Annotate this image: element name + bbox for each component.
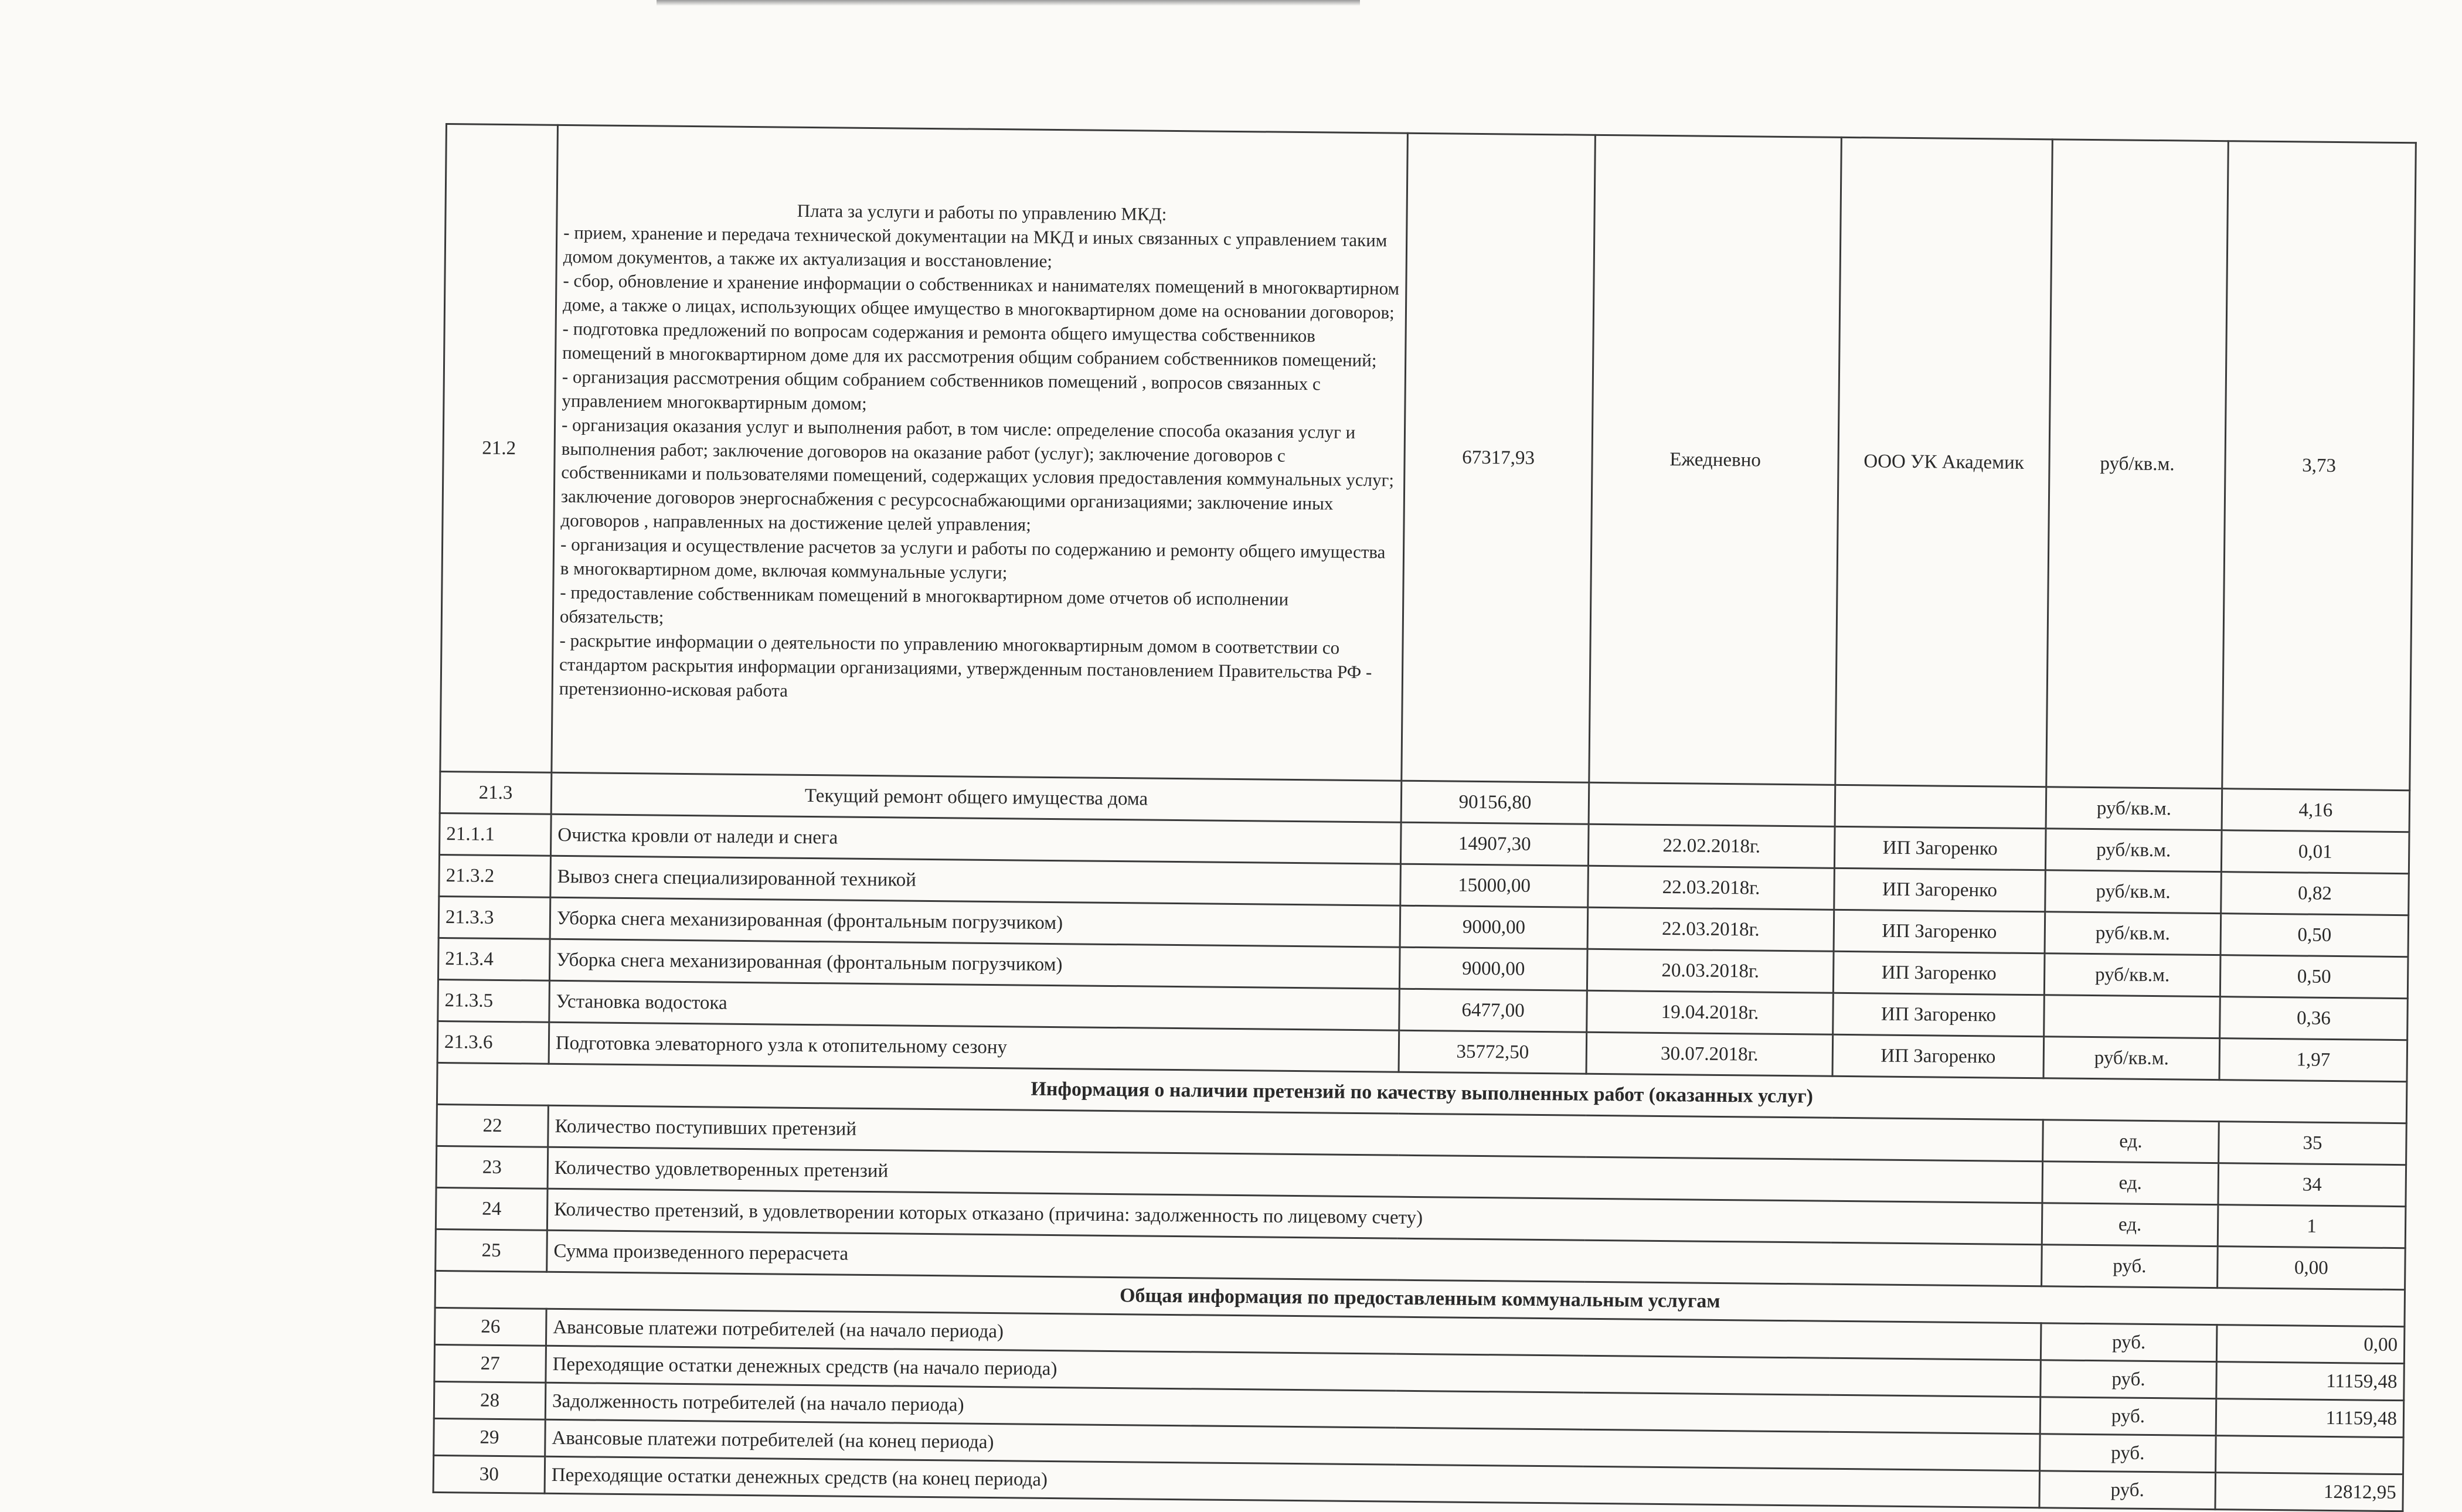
unit-cell: руб. — [2041, 1323, 2217, 1362]
value-cell: 0,00 — [2218, 1247, 2406, 1290]
row-title: Авансовые платежи потребителей (на конец периода) — [545, 1419, 2040, 1470]
service-line: - предоставление собственникам помещений в многоквартирном доме отчетов об исполнении обязательств; — [559, 581, 1289, 628]
value-cell: 1 — [2218, 1205, 2406, 1248]
service-title: Плата за услуги и работы по управлению МКД: — [797, 200, 1167, 225]
executor-cell: ИП Загоренко — [1833, 993, 2045, 1036]
value-cell: 11159,48 — [2216, 1399, 2404, 1438]
unit-cell: руб/кв.м. — [2045, 829, 2222, 872]
service-description — [552, 125, 1408, 781]
unit-cell: ед. — [2043, 1120, 2219, 1163]
row-title: Установка водостока — [549, 980, 1400, 1030]
executor-cell: ИП Загоренко — [1833, 951, 2045, 995]
date-cell — [1589, 782, 1835, 826]
row-number: 21.3.3 — [438, 896, 550, 939]
unit-cell: руб/кв.м. — [2046, 139, 2229, 789]
row-number: 21.3.4 — [438, 938, 550, 980]
table-row — [440, 124, 2416, 791]
row-title: Количество поступивших претензий — [548, 1105, 2043, 1161]
section-title: Информация о наличии претензий по качеству выполненных работ (оказанных услуг) — [437, 1063, 2407, 1123]
rate-cell: 0,36 — [2220, 997, 2408, 1040]
row-number: 26 — [434, 1307, 546, 1346]
executor-cell: ИП Загоренко — [1834, 868, 2046, 911]
row-title: Авансовые платежи потребителей (на начало периода) — [546, 1309, 2041, 1360]
report-table-container — [433, 123, 2415, 1512]
value-cell — [2216, 1436, 2404, 1474]
amount-cell: 15000,00 — [1400, 864, 1589, 907]
unit-cell: ед. — [2042, 1162, 2219, 1205]
unit-cell: руб. — [2041, 1360, 2217, 1399]
date-cell: 22.02.2018г. — [1588, 824, 1835, 868]
row-title: Задолженность потребителей (на начало периода) — [545, 1382, 2040, 1433]
unit-cell: руб/кв.м. — [2043, 1037, 2220, 1080]
row-title: Переходящие остатки денежных средств (на начало периода) — [546, 1346, 2041, 1397]
row-number: 23 — [436, 1146, 548, 1189]
unit-cell: руб/кв.м. — [2045, 912, 2221, 955]
value-cell: 34 — [2218, 1163, 2406, 1207]
value-cell: 35 — [2219, 1122, 2407, 1165]
rate-cell: 0,82 — [2221, 872, 2409, 915]
service-line: - подготовка предложений по вопросам содержания и ремонта общего имущества собственников помещений в многоквартирном доме для их рассмотрения общим собранием собственников помещений; — [562, 318, 1377, 371]
amount-cell: 35772,50 — [1399, 1030, 1587, 1074]
executor-cell — [1835, 785, 2046, 828]
row-number: 28 — [434, 1381, 546, 1419]
executor-cell: ИП Загоренко — [1834, 910, 2045, 953]
row-title: Сумма произведенного перерасчета — [547, 1230, 2042, 1286]
unit-cell: руб. — [2039, 1471, 2216, 1510]
row-number: 29 — [434, 1418, 546, 1456]
row-number: 30 — [433, 1455, 545, 1493]
date-cell: 19.04.2018г. — [1587, 990, 1834, 1034]
unit-cell: руб. — [2040, 1397, 2216, 1436]
period-cell: Ежедневно — [1589, 135, 1842, 785]
row-title: Уборка снега механизированная (фронтальным погрузчиком) — [549, 939, 1400, 989]
executor-cell: ИП Загоренко — [1832, 1034, 2044, 1078]
row-title: Подготовка элеваторного узла к отопительному сезону — [549, 1022, 1399, 1072]
rate-cell: 1,97 — [2219, 1038, 2407, 1082]
row-number: 21.1.1 — [440, 813, 552, 856]
row-number: 22 — [437, 1104, 549, 1147]
service-line: - раскрытие информации о деятельности по управлению многоквартирным домом в соответствии со стандартом раскрытия информации организациями, утвержденным постановлением Правительства РФ - претензионно-исковая работа — [559, 629, 1372, 701]
report-table — [433, 123, 2417, 1512]
rate-cell: 3,73 — [2222, 141, 2416, 791]
service-line: - сбор, обновление и хранение информации о собственниках и нанимателях помещений в многоквартирном доме, а также о лицах, использующих общее имущество в многоквартирном доме на основании договоров; — [562, 270, 1400, 323]
date-cell: 20.03.2018г. — [1587, 949, 1834, 993]
value-cell: 11159,48 — [2216, 1362, 2405, 1401]
row-number: 21.3 — [440, 771, 552, 814]
amount-cell: 14907,30 — [1400, 822, 1589, 866]
rate-cell: 4,16 — [2222, 789, 2410, 832]
row-title: Уборка снега механизированная (фронтальным погрузчиком) — [550, 897, 1400, 947]
unit-cell — [2044, 995, 2220, 1038]
date-cell: 22.03.2018г. — [1588, 866, 1835, 910]
row-title: Переходящие остатки денежных средств (на конец периода) — [545, 1456, 2039, 1507]
row-number: 25 — [436, 1229, 548, 1272]
row-number: 21.3.5 — [438, 979, 550, 1022]
rate-cell: 0,50 — [2220, 955, 2408, 999]
row-number: 24 — [436, 1187, 548, 1230]
date-cell: 22.03.2018г. — [1587, 907, 1834, 951]
section-title: Общая информация по предоставленным коммунальным услугам — [435, 1271, 2405, 1326]
row-title: Количество удовлетворенных претензий — [548, 1147, 2043, 1203]
row-number: 27 — [434, 1344, 546, 1382]
rate-cell: 0,50 — [2220, 914, 2409, 957]
unit-cell: ед. — [2042, 1203, 2218, 1247]
date-cell: 30.07.2018г. — [1586, 1032, 1833, 1076]
row-number: 21.3.6 — [437, 1021, 549, 1064]
row-title: Текущий ремонт общего имущества дома — [551, 772, 1402, 822]
service-line: - организация и осуществление расчетов за услуги и работы по содержанию и ремонту общего имущества в многоквартирном доме, включая коммунальные услуги; — [560, 534, 1386, 583]
unit-cell: руб/кв.м. — [2044, 953, 2220, 997]
amount-cell: 6477,00 — [1399, 989, 1587, 1032]
value-cell: 12812,95 — [2215, 1473, 2403, 1511]
row-number: 21.3.2 — [439, 854, 551, 897]
row-title: Вывоз снега специализированной техникой — [550, 856, 1401, 905]
executor-cell: ООО УК Академик — [1835, 137, 2053, 786]
service-line: - организация рассмотрения общим собранием собственников помещений , вопросов связанных с управлением многоквартирным домом; — [562, 366, 1321, 414]
row-number: 21.2 — [440, 124, 558, 773]
rate-cell: 0,01 — [2221, 830, 2409, 874]
scan-edge-shadow — [657, 0, 1360, 6]
amount-cell: 67317,93 — [1402, 133, 1596, 782]
unit-cell: руб. — [2042, 1245, 2218, 1288]
unit-cell: руб/кв.м. — [2045, 870, 2222, 914]
executor-cell: ИП Загоренко — [1834, 826, 2046, 870]
unit-cell: руб/кв.м. — [2046, 787, 2222, 830]
value-cell: 0,00 — [2216, 1325, 2405, 1364]
unit-cell: руб. — [2040, 1434, 2216, 1473]
amount-cell: 9000,00 — [1399, 947, 1587, 990]
amount-cell: 9000,00 — [1400, 905, 1588, 949]
service-line: - прием, хранение и передача технической документации на МКД и иных связанных с управлением таким домом документов, а также их актуализация и восстановление; — [563, 222, 1388, 272]
row-title: Количество претензий, в удовлетворении которых отказано (причина: задолженность по лицевому счету) — [547, 1189, 2042, 1244]
row-title: Очистка кровли от наледи и снега — [551, 814, 1402, 864]
amount-cell: 90156,80 — [1401, 781, 1589, 824]
service-line: - организация оказания услуг и выполнения работ, в том числе: определение способа оказания услуг и выполнения работ; заключение договоров на оказание работ (услуг); заключение договоров с собственниками и пользователями помещений, содержащих условия предоставления коммунальных услуг; заключение договоров энергоснабжения с ресурсоснабжающими организациями; заключение иных договоров , направленных на достижение целей управления; — [560, 414, 1395, 535]
